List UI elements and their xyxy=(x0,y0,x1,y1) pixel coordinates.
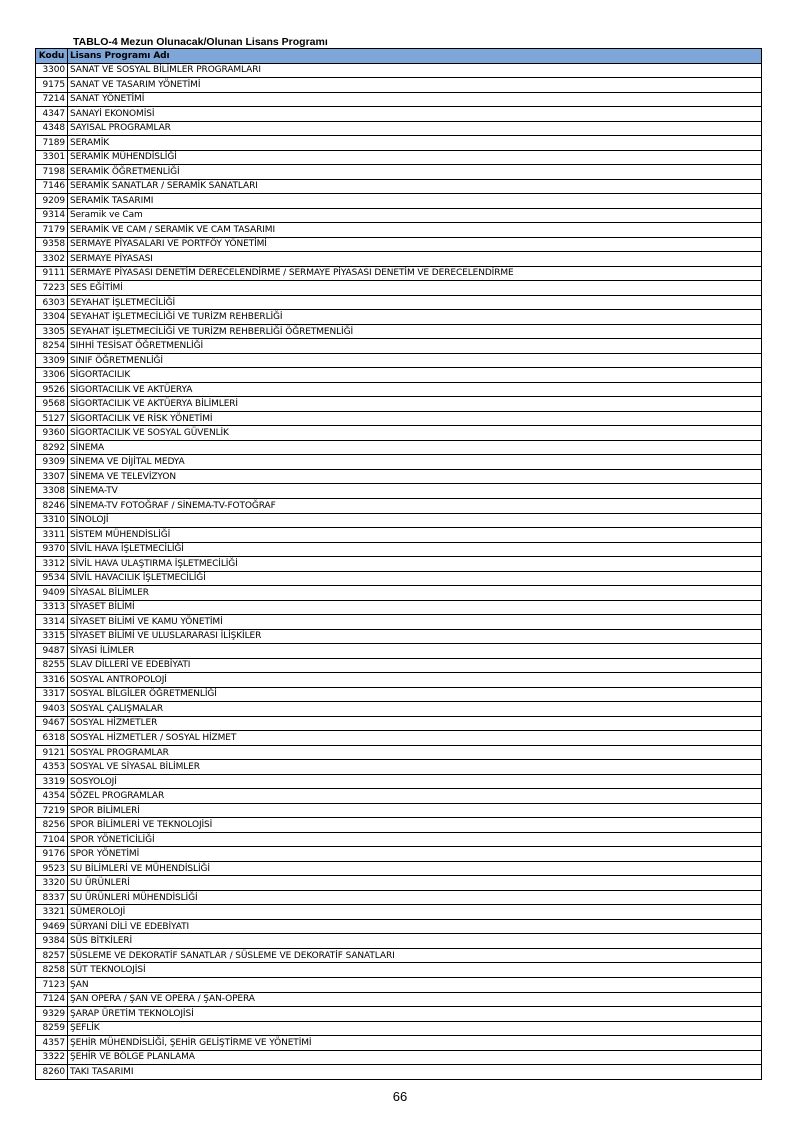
program-code-cell: 3306 xyxy=(36,368,68,383)
program-code-cell: 4354 xyxy=(36,789,68,804)
program-name-cell: SERAMİK SANATLAR / SERAMİK SANATLARI xyxy=(68,179,762,194)
table-row xyxy=(36,208,762,223)
table-row xyxy=(36,832,762,847)
table-row xyxy=(36,716,762,731)
table-row xyxy=(36,310,762,325)
table-row xyxy=(36,469,762,484)
program-name-cell: SİYASET BİLİMİ xyxy=(68,600,762,615)
program-code-cell: 3301 xyxy=(36,150,68,165)
program-name-cell: ŞARAP ÜRETİM TEKNOLOJİSİ xyxy=(68,1007,762,1022)
program-code-cell: 7219 xyxy=(36,803,68,818)
program-code-cell: 9309 xyxy=(36,455,68,470)
table-row xyxy=(36,600,762,615)
program-code-cell: 9175 xyxy=(36,78,68,93)
program-code-cell: 9526 xyxy=(36,382,68,397)
program-code-cell: 4353 xyxy=(36,760,68,775)
program-code-cell: 3307 xyxy=(36,469,68,484)
program-name-cell: SİNEMA VE DİJİTAL MEDYA xyxy=(68,455,762,470)
program-code-cell: 3314 xyxy=(36,615,68,630)
program-name-cell: SANAYİ EKONOMİSİ xyxy=(68,107,762,122)
header-row xyxy=(36,49,762,64)
program-name-cell: ŞEHİR MÜHENDİSLİĞİ, ŞEHİR GELİŞTİRME VE YÖNETİMİ xyxy=(68,1036,762,1051)
program-name-cell: SANAT YÖNETİMİ xyxy=(68,92,762,107)
program-code-cell: 8257 xyxy=(36,948,68,963)
table-row xyxy=(36,295,762,310)
program-code-cell: 8260 xyxy=(36,1065,68,1080)
program-name-cell: SOSYAL PROGRAMLAR xyxy=(68,745,762,760)
table-row xyxy=(36,107,762,122)
program-code-cell: 9403 xyxy=(36,702,68,717)
table-row xyxy=(36,339,762,354)
program-code-cell: 3317 xyxy=(36,687,68,702)
table-row xyxy=(36,411,762,426)
program-code-cell: 3322 xyxy=(36,1050,68,1065)
program-name-cell: SİGORTACILIK VE RİSK YÖNETİMİ xyxy=(68,411,762,426)
program-code-cell: 7124 xyxy=(36,992,68,1007)
table-row xyxy=(36,92,762,107)
table-row xyxy=(36,455,762,470)
table-row xyxy=(36,687,762,702)
program-name-cell: SPOR YÖNETİCİLİĞİ xyxy=(68,832,762,847)
program-code-cell: 3310 xyxy=(36,513,68,528)
program-name-cell: SEYAHAT İŞLETMECİLİĞİ xyxy=(68,295,762,310)
program-name-cell: SPOR BİLİMLERİ xyxy=(68,803,762,818)
program-code-cell: 7104 xyxy=(36,832,68,847)
table-row xyxy=(36,978,762,993)
table-row xyxy=(36,252,762,267)
program-code-cell: 9358 xyxy=(36,237,68,252)
table-row xyxy=(36,382,762,397)
program-name-cell: ŞEHİR VE BÖLGE PLANLAMA xyxy=(68,1050,762,1065)
table-row xyxy=(36,266,762,281)
program-code-cell: 9360 xyxy=(36,426,68,441)
table-row xyxy=(36,789,762,804)
program-name-cell: SERMAYE PİYASASI DENETİM DERECELENDİRME / SERMAYE PİYASASI DENETİM VE DERECELENDİRME xyxy=(68,266,762,281)
program-name-cell: SİGORTACILIK VE SOSYAL GÜVENLİK xyxy=(68,426,762,441)
program-code-cell: 7123 xyxy=(36,978,68,993)
program-code-cell: 7198 xyxy=(36,165,68,180)
table-row xyxy=(36,658,762,673)
table-row xyxy=(36,397,762,412)
program-code-cell: 3319 xyxy=(36,774,68,789)
table-row xyxy=(36,644,762,659)
program-name-cell: SU ÜRÜNLERİ MÜHENDİSLİĞİ xyxy=(68,890,762,905)
program-name-cell: SİNEMA-TV xyxy=(68,484,762,499)
table-row xyxy=(36,673,762,688)
program-code-cell: 6318 xyxy=(36,731,68,746)
program-name-cell: SİVİL HAVA İŞLETMECİLİĞİ xyxy=(68,542,762,557)
program-name-cell: SLAV DİLLERİ VE EDEBİYATI xyxy=(68,658,762,673)
program-code-cell: 9487 xyxy=(36,644,68,659)
program-name-cell: SOSYOLOJİ xyxy=(68,774,762,789)
program-name-cell: SİGORTACILIK xyxy=(68,368,762,383)
table-row xyxy=(36,353,762,368)
table-row xyxy=(36,615,762,630)
table-row xyxy=(36,745,762,760)
program-code-cell: 6303 xyxy=(36,295,68,310)
program-code-cell: 3305 xyxy=(36,324,68,339)
program-name-cell: SÜS BİTKİLERİ xyxy=(68,934,762,949)
program-code-cell: 3304 xyxy=(36,310,68,325)
program-name-cell: SERAMİK VE CAM / SERAMİK VE CAM TASARIMI xyxy=(68,223,762,238)
program-name-cell: SERAMİK TASARIMI xyxy=(68,194,762,209)
table-row xyxy=(36,1036,762,1051)
program-name-cell: SES EĞİTİMİ xyxy=(68,281,762,296)
table-row xyxy=(36,571,762,586)
program-name-cell: SİYASET BİLİMİ VE ULUSLARARASI İLİŞKİLER xyxy=(68,629,762,644)
program-name-cell: SİNEMA xyxy=(68,440,762,455)
table-row xyxy=(36,890,762,905)
program-code-cell: 9314 xyxy=(36,208,68,223)
program-code-cell: 3321 xyxy=(36,905,68,920)
program-code-cell: 9523 xyxy=(36,861,68,876)
program-code-cell: 9121 xyxy=(36,745,68,760)
program-code-cell: 8254 xyxy=(36,339,68,354)
program-code-cell: 9409 xyxy=(36,586,68,601)
table-row xyxy=(36,368,762,383)
table-row xyxy=(36,629,762,644)
table-row xyxy=(36,78,762,93)
program-code-cell: 3315 xyxy=(36,629,68,644)
program-code-cell: 3309 xyxy=(36,353,68,368)
program-name-cell: SU ÜRÜNLERİ xyxy=(68,876,762,891)
program-name-cell: SİVİL HAVA ULAŞTIRMA İŞLETMECİLİĞİ xyxy=(68,557,762,572)
program-name-cell: SİYASİ İLİMLER xyxy=(68,644,762,659)
table-row xyxy=(36,1021,762,1036)
program-name-cell: SİNEMA VE TELEVİZYON xyxy=(68,469,762,484)
program-code-cell: 3313 xyxy=(36,600,68,615)
program-name-cell: SİVİL HAVACILIK İŞLETMECİLİĞİ xyxy=(68,571,762,586)
program-name-cell: SİGORTACILIK VE AKTÜERYA xyxy=(68,382,762,397)
table-row xyxy=(36,165,762,180)
program-name-cell: SÜMEROLOJİ xyxy=(68,905,762,920)
program-code-cell: 9384 xyxy=(36,934,68,949)
program-name-cell: SPOR YÖNETİMİ xyxy=(68,847,762,862)
program-name-cell: SOSYAL ANTROPOLOJİ xyxy=(68,673,762,688)
table-row xyxy=(36,774,762,789)
program-name-cell: SANAT VE TASARIM YÖNETİMİ xyxy=(68,78,762,93)
table-row xyxy=(36,121,762,136)
program-name-cell: SİNEMA-TV FOTOĞRAF / SİNEMA-TV-FOTOĞRAF xyxy=(68,498,762,513)
program-code-cell: 7189 xyxy=(36,136,68,151)
program-name-cell: SİSTEM MÜHENDİSLİĞİ xyxy=(68,528,762,543)
program-code-cell: 8292 xyxy=(36,440,68,455)
table-body xyxy=(36,63,762,1079)
program-code-cell: 3320 xyxy=(36,876,68,891)
table-row xyxy=(36,1007,762,1022)
program-code-cell: 3308 xyxy=(36,484,68,499)
program-code-cell: 9176 xyxy=(36,847,68,862)
program-code-cell: 3316 xyxy=(36,673,68,688)
table-row xyxy=(36,223,762,238)
program-code-cell: 9568 xyxy=(36,397,68,412)
program-name-cell: SOSYAL HİZMETLER xyxy=(68,716,762,731)
table-row xyxy=(36,150,762,165)
program-name-cell: SİGORTACILIK VE AKTÜERYA BİLİMLERİ xyxy=(68,397,762,412)
program-name-cell: SOSYAL HİZMETLER / SOSYAL HİZMET xyxy=(68,731,762,746)
program-code-cell: 7179 xyxy=(36,223,68,238)
table-row xyxy=(36,237,762,252)
table-row xyxy=(36,731,762,746)
program-code-cell: 8256 xyxy=(36,818,68,833)
program-name-cell: SEYAHAT İŞLETMECİLİĞİ VE TURİZM REHBERLİĞİ xyxy=(68,310,762,325)
program-code-cell: 8246 xyxy=(36,498,68,513)
program-code-cell: 8259 xyxy=(36,1021,68,1036)
table-row xyxy=(36,1065,762,1080)
program-name-cell: SÜSLEME VE DEKORATİF SANATLAR / SÜSLEME VE DEKORATİF SANATLARI xyxy=(68,948,762,963)
table-row xyxy=(36,702,762,717)
program-code-cell: 9469 xyxy=(36,919,68,934)
program-code-cell: 3302 xyxy=(36,252,68,267)
program-name-cell: SÖZEL PROGRAMLAR xyxy=(68,789,762,804)
table-title: TABLO-4 Mezun Olunacak/Olunan Lisans Programı xyxy=(73,36,328,48)
table-row xyxy=(36,281,762,296)
table-row xyxy=(36,1050,762,1065)
program-name-cell: SU BİLİMLERİ VE MÜHENDİSLİĞİ xyxy=(68,861,762,876)
program-code-cell: 4357 xyxy=(36,1036,68,1051)
table-row xyxy=(36,542,762,557)
table-row xyxy=(36,803,762,818)
program-code-cell: 4348 xyxy=(36,121,68,136)
table-row xyxy=(36,905,762,920)
program-code-cell: 9370 xyxy=(36,542,68,557)
program-name-cell: SANAT VE SOSYAL BİLİMLER PROGRAMLARI xyxy=(68,63,762,78)
program-code-cell: 8255 xyxy=(36,658,68,673)
program-name-cell: ŞAN xyxy=(68,978,762,993)
program-code-cell: 9329 xyxy=(36,1007,68,1022)
program-code-cell: 7146 xyxy=(36,179,68,194)
table-row xyxy=(36,136,762,151)
program-name-cell: SPOR BİLİMLERİ VE TEKNOLOJİSİ xyxy=(68,818,762,833)
program-name-cell: SOSYAL ÇALIŞMALAR xyxy=(68,702,762,717)
program-code-cell: 3312 xyxy=(36,557,68,572)
table-header xyxy=(36,49,762,64)
table-row xyxy=(36,847,762,862)
table-row xyxy=(36,948,762,963)
page-number: 66 xyxy=(392,1089,408,1104)
program-name-cell: SERAMİK MÜHENDİSLİĞİ xyxy=(68,150,762,165)
table-row xyxy=(36,818,762,833)
program-name-cell: TAKI TASARIMI xyxy=(68,1065,762,1080)
table-row xyxy=(36,861,762,876)
program-code-cell: 9111 xyxy=(36,266,68,281)
program-name-cell: SINIF ÖĞRETMENLİĞİ xyxy=(68,353,762,368)
table-row xyxy=(36,498,762,513)
table-row xyxy=(36,934,762,949)
program-name-cell: SERMAYE PİYASASI xyxy=(68,252,762,267)
program-code-cell: 4347 xyxy=(36,107,68,122)
program-name-cell: SİYASAL BİLİMLER xyxy=(68,586,762,601)
program-code-cell: 9467 xyxy=(36,716,68,731)
program-code-cell: 8337 xyxy=(36,890,68,905)
table-row xyxy=(36,992,762,1007)
program-name-cell: ŞEFLİK xyxy=(68,1021,762,1036)
program-code-cell: 8258 xyxy=(36,963,68,978)
program-name-cell: SÜRYANİ DİLİ VE EDEBİYATI xyxy=(68,919,762,934)
table-row xyxy=(36,440,762,455)
program-code-cell: 7223 xyxy=(36,281,68,296)
program-name-cell: ŞAN OPERA / ŞAN VE OPERA / ŞAN-OPERA xyxy=(68,992,762,1007)
program-code-cell: 3300 xyxy=(36,63,68,78)
table-row xyxy=(36,557,762,572)
table-row xyxy=(36,324,762,339)
program-name-cell: SEYAHAT İŞLETMECİLİĞİ VE TURİZM REHBERLİĞİ ÖĞRETMENLİĞİ xyxy=(68,324,762,339)
program-name-cell: SAYISAL PROGRAMLAR xyxy=(68,121,762,136)
program-code-cell: 5127 xyxy=(36,411,68,426)
table-row xyxy=(36,194,762,209)
program-name-cell: SOSYAL BİLGİLER ÖĞRETMENLİĞİ xyxy=(68,687,762,702)
table-row xyxy=(36,919,762,934)
program-code-cell: 9209 xyxy=(36,194,68,209)
program-name-cell: SİYASET BİLİMİ VE KAMU YÖNETİMİ xyxy=(68,615,762,630)
table-row xyxy=(36,63,762,78)
table-row xyxy=(36,484,762,499)
program-code-cell: 7214 xyxy=(36,92,68,107)
table-row xyxy=(36,586,762,601)
program-code-cell: 9534 xyxy=(36,571,68,586)
program-name-cell: SÜT TEKNOLOJİSİ xyxy=(68,963,762,978)
program-code-cell: 3311 xyxy=(36,528,68,543)
table-row xyxy=(36,426,762,441)
table-row xyxy=(36,760,762,775)
table-row xyxy=(36,528,762,543)
program-name-cell: SOSYAL VE SİYASAL BİLİMLER xyxy=(68,760,762,775)
program-name-cell: SIHHİ TESİSAT ÖĞRETMENLİĞİ xyxy=(68,339,762,354)
table-row xyxy=(36,513,762,528)
program-name-cell: SERAMİK ÖĞRETMENLİĞİ xyxy=(68,165,762,180)
program-name-cell: SİNOLOJİ xyxy=(68,513,762,528)
table-row xyxy=(36,963,762,978)
column-header-name: Lisans Programı Adı xyxy=(68,49,762,64)
table-row xyxy=(36,179,762,194)
program-name-cell: Seramik ve Cam xyxy=(68,208,762,223)
column-header-code: Kodu xyxy=(36,49,68,64)
program-name-cell: SERAMİK xyxy=(68,136,762,151)
programs-table xyxy=(35,48,762,1080)
table-row xyxy=(36,876,762,891)
program-name-cell: SERMAYE PİYASALARI VE PORTFÖY YÖNETİMİ xyxy=(68,237,762,252)
